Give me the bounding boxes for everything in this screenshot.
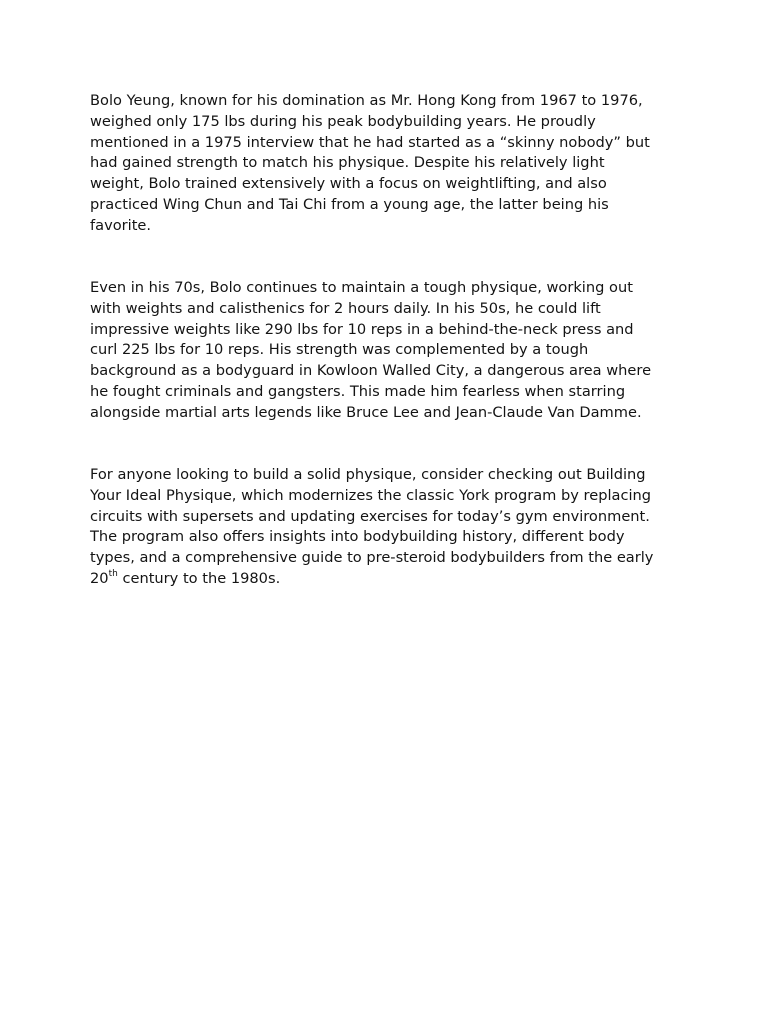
text-line: mentioned in a 1975 interview that he had started as a “skinny nobody” but bbox=[90, 133, 650, 151]
text-line: weight, Bolo trained extensively with a focus on weightlifting, and also bbox=[90, 175, 607, 192]
text-line: practiced Wing Chun and Tai Chi from a young age, the latter being his bbox=[90, 195, 609, 213]
text-line: had gained strength to match his physique. Despite his relatively light bbox=[90, 154, 605, 172]
text-line: background as a bodyguard in Kowloon Walled City, a dangerous area where bbox=[90, 362, 652, 379]
text-line: alongside martial arts legends like Bruce Lee and Jean-Claude Van Damme. bbox=[90, 403, 642, 421]
text-line-last bbox=[90, 569, 680, 590]
text-line: Even in his 70s, Bolo continues to maintain a tough physique, working out bbox=[90, 279, 633, 296]
text-line: Your Ideal Physique, which modernizes the classic York program by replacing bbox=[90, 486, 652, 504]
text-line: Bolo Yeung, known for his domination as Mr. Hong Kong from 1967 to 1976, bbox=[90, 92, 643, 109]
text-line: The program also offers insights into bodybuilding history, different body bbox=[90, 528, 625, 546]
text-line: he fought criminals and gangsters. This made him fearless when starring bbox=[90, 382, 626, 400]
text-line: weighed only 175 lbs during his peak bodybuilding years. He proudly bbox=[90, 112, 596, 130]
paragraph-bolo-training bbox=[90, 278, 680, 423]
text-line-rest: century to the 1980s. bbox=[117, 569, 281, 587]
text-line: impressive weights like 290 lbs for 10 reps in a behind-the-neck press and bbox=[90, 320, 634, 338]
text-line: curl 225 lbs for 10 reps. His strength was complemented by a tough bbox=[90, 341, 589, 359]
text-line: types, and a comprehensive guide to pre-steroid bodybuilders from the early bbox=[90, 549, 654, 566]
century-number: 20 bbox=[90, 569, 109, 587]
text-line: favorite. bbox=[90, 216, 152, 234]
paragraph-bolo-bodybuilding bbox=[90, 91, 680, 236]
text-line: For anyone looking to build a solid physique, consider checking out Building bbox=[90, 466, 646, 483]
ordinal-superscript: th bbox=[108, 568, 118, 579]
text-line: circuits with supersets and updating exercises for today’s gym environment. bbox=[90, 507, 650, 525]
paragraph-physique-program bbox=[90, 465, 680, 590]
text-line: with weights and calisthenics for 2 hours daily. In his 50s, he could lift bbox=[90, 299, 601, 317]
